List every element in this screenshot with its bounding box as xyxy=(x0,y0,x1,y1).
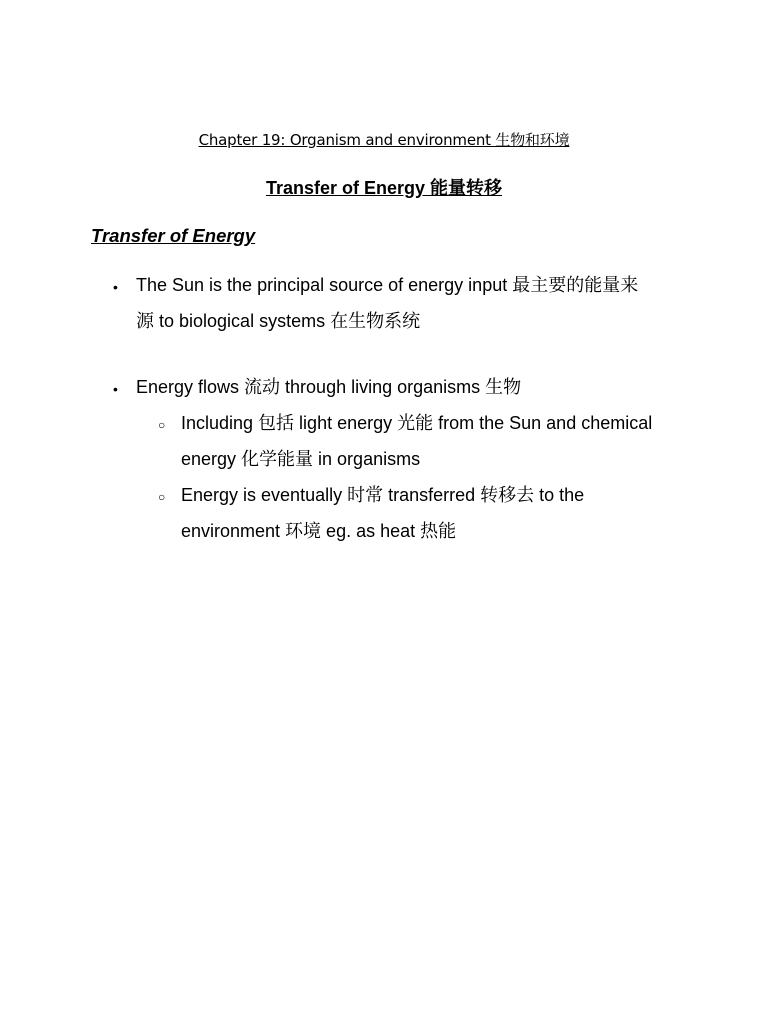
sub-list-item-text-line: Including 包括 light energy 光能 from the Sun and chemical xyxy=(181,413,653,433)
sub-list-item-text-line: energy 化学能量 in organisms xyxy=(181,449,421,469)
sub-list-item-text-line: Energy is eventually 时常 transferred 转移去 to the xyxy=(181,485,585,505)
circle-bullet-marker: ○ xyxy=(158,418,166,432)
list-item-text-line: 源 to biological systems 在生物系统 xyxy=(136,311,421,331)
chapter-title: Chapter 19: Organism and environment 生物和环境 xyxy=(198,131,570,149)
list-item-text-line: Energy flows 流动 through living organisms 生物 xyxy=(136,377,522,397)
page-subtitle: Transfer of Energy 能量转移 xyxy=(265,178,503,198)
bullet-marker: • xyxy=(113,381,118,397)
circle-bullet-marker: ○ xyxy=(158,490,166,504)
section-heading: Transfer of Energy xyxy=(91,225,256,246)
bullet-marker: • xyxy=(113,279,118,295)
list-item-text-line: The Sun is the principal source of energy input 最主要的能量来 xyxy=(136,275,639,295)
sub-list-item-text-line: environment 环境 eg. as heat 热能 xyxy=(181,521,457,541)
